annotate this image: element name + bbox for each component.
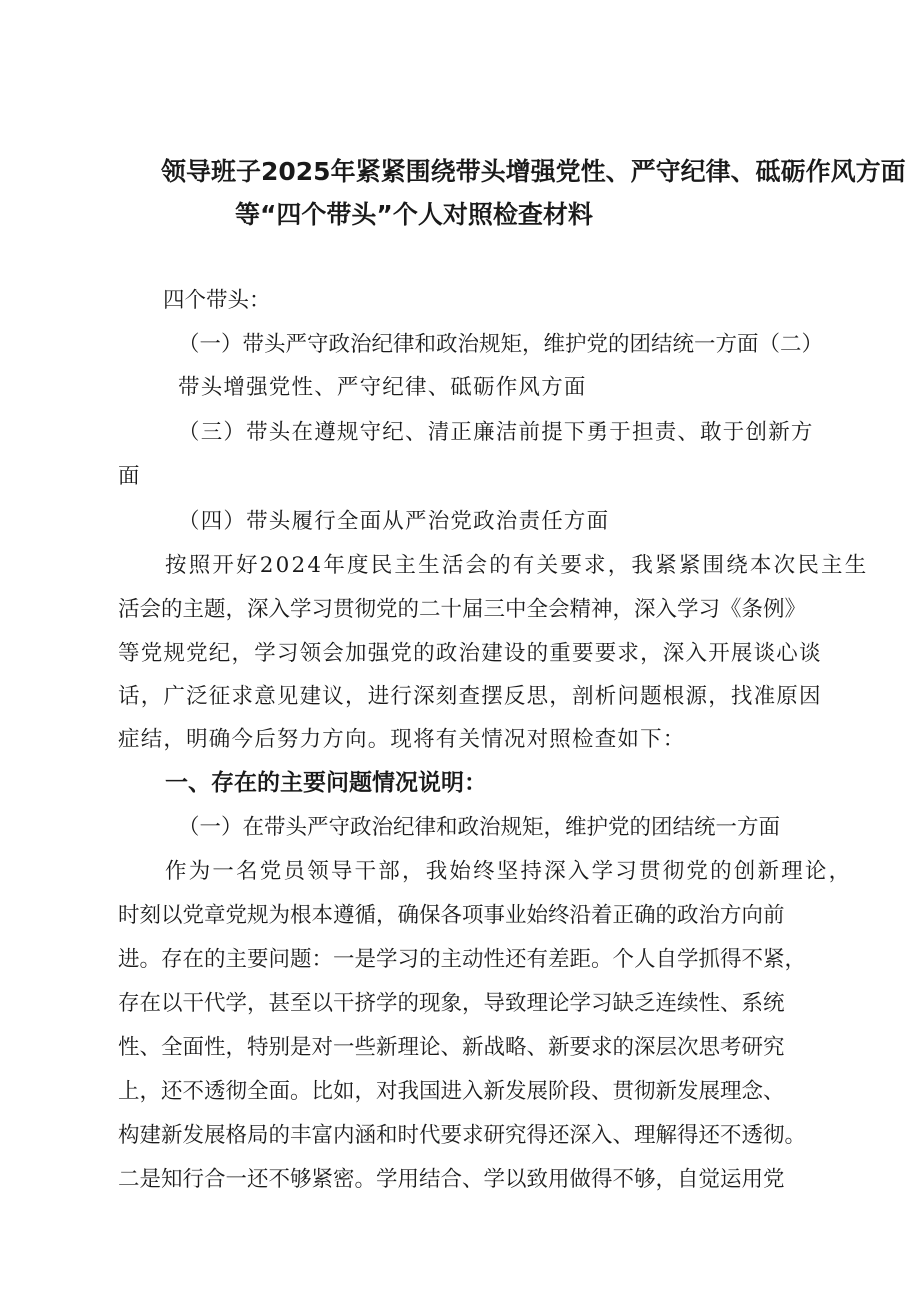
body-paragraph-line: 等党规党纪，学习领会加强党的政治建设的重要要求，深入开展谈心谈 bbox=[118, 641, 822, 666]
body-paragraph-line: 构建新发展格局的丰富内涵和时代要求研究得还深入、理解得还不透彻。 bbox=[118, 1123, 807, 1148]
subsection-heading: （一）在带头严守政治纪律和政治规矩，维护党的团结统一方面 bbox=[178, 815, 781, 840]
list-item-3: （三）带头在遵规守纪、清正廉洁前提下勇于担责、敢于创新方 bbox=[178, 420, 814, 445]
body-paragraph-line: 活会的主题，深入学习贯彻党的二十届三中全会精神，深入学习《条例》 bbox=[118, 597, 807, 622]
body-paragraph-line: 时刻以党章党规为根本遵循，确保各项事业始终沿着正确的政治方向前 bbox=[118, 903, 785, 928]
body-paragraph-line: 性、全面性，特别是对一些新理论、新战略、新要求的深层次思考研究 bbox=[118, 1035, 785, 1060]
list-item-1-cont: 带头增强党性、严守纪律、砥砺作风方面 bbox=[178, 375, 587, 400]
body-paragraph-line: 进。存在的主要问题：一是学习的主动性还有差距。个人自学抓得不紧， bbox=[118, 947, 807, 972]
body-paragraph-line: 话，广泛征求意见建议，进行深刻查摆反思，剖析问题根源，找准原因 bbox=[118, 684, 822, 709]
document-title-line-1: 领导班子2025年紧紧围绕带头增强党性、严守纪律、砥砺作风方面 bbox=[161, 157, 906, 186]
body-paragraph-line: 症结，明确今后努力方向。现将有关情况对照检查如下： bbox=[118, 727, 686, 752]
section-heading: 一、存在的主要问题情况说明： bbox=[165, 770, 487, 796]
list-item-4: （四）带头履行全面从严治党政治责任方面 bbox=[178, 509, 610, 534]
body-paragraph-line: 作为一名党员领导干部，我始终坚持深入学习贯彻党的创新理论， bbox=[165, 859, 853, 884]
list-item-1: （一）带头严守政治纪律和政治规矩，维护党的团结统一方面（二） bbox=[178, 332, 824, 357]
body-paragraph-line: 上，还不透彻全面。比如，对我国进入新发展阶段、贯彻新发展理念、 bbox=[118, 1079, 785, 1104]
four-leads-label: 四个带头： bbox=[163, 288, 271, 313]
document-title-line-2: 等“四个带头”个人对照检查材料 bbox=[235, 200, 593, 229]
body-paragraph-line: 二是知行合一还不够紧密。学用结合、学以致用做得不够，自觉运用党 bbox=[118, 1167, 785, 1192]
body-paragraph-line: 按照开好2024年度民主生活会的有关要求，我紧紧围绕本次民主生 bbox=[165, 553, 869, 578]
list-item-3-cont: 面 bbox=[118, 464, 140, 489]
body-paragraph-line: 存在以干代学，甚至以干挤学的现象，导致理论学习缺乏连续性、系统 bbox=[118, 991, 785, 1016]
